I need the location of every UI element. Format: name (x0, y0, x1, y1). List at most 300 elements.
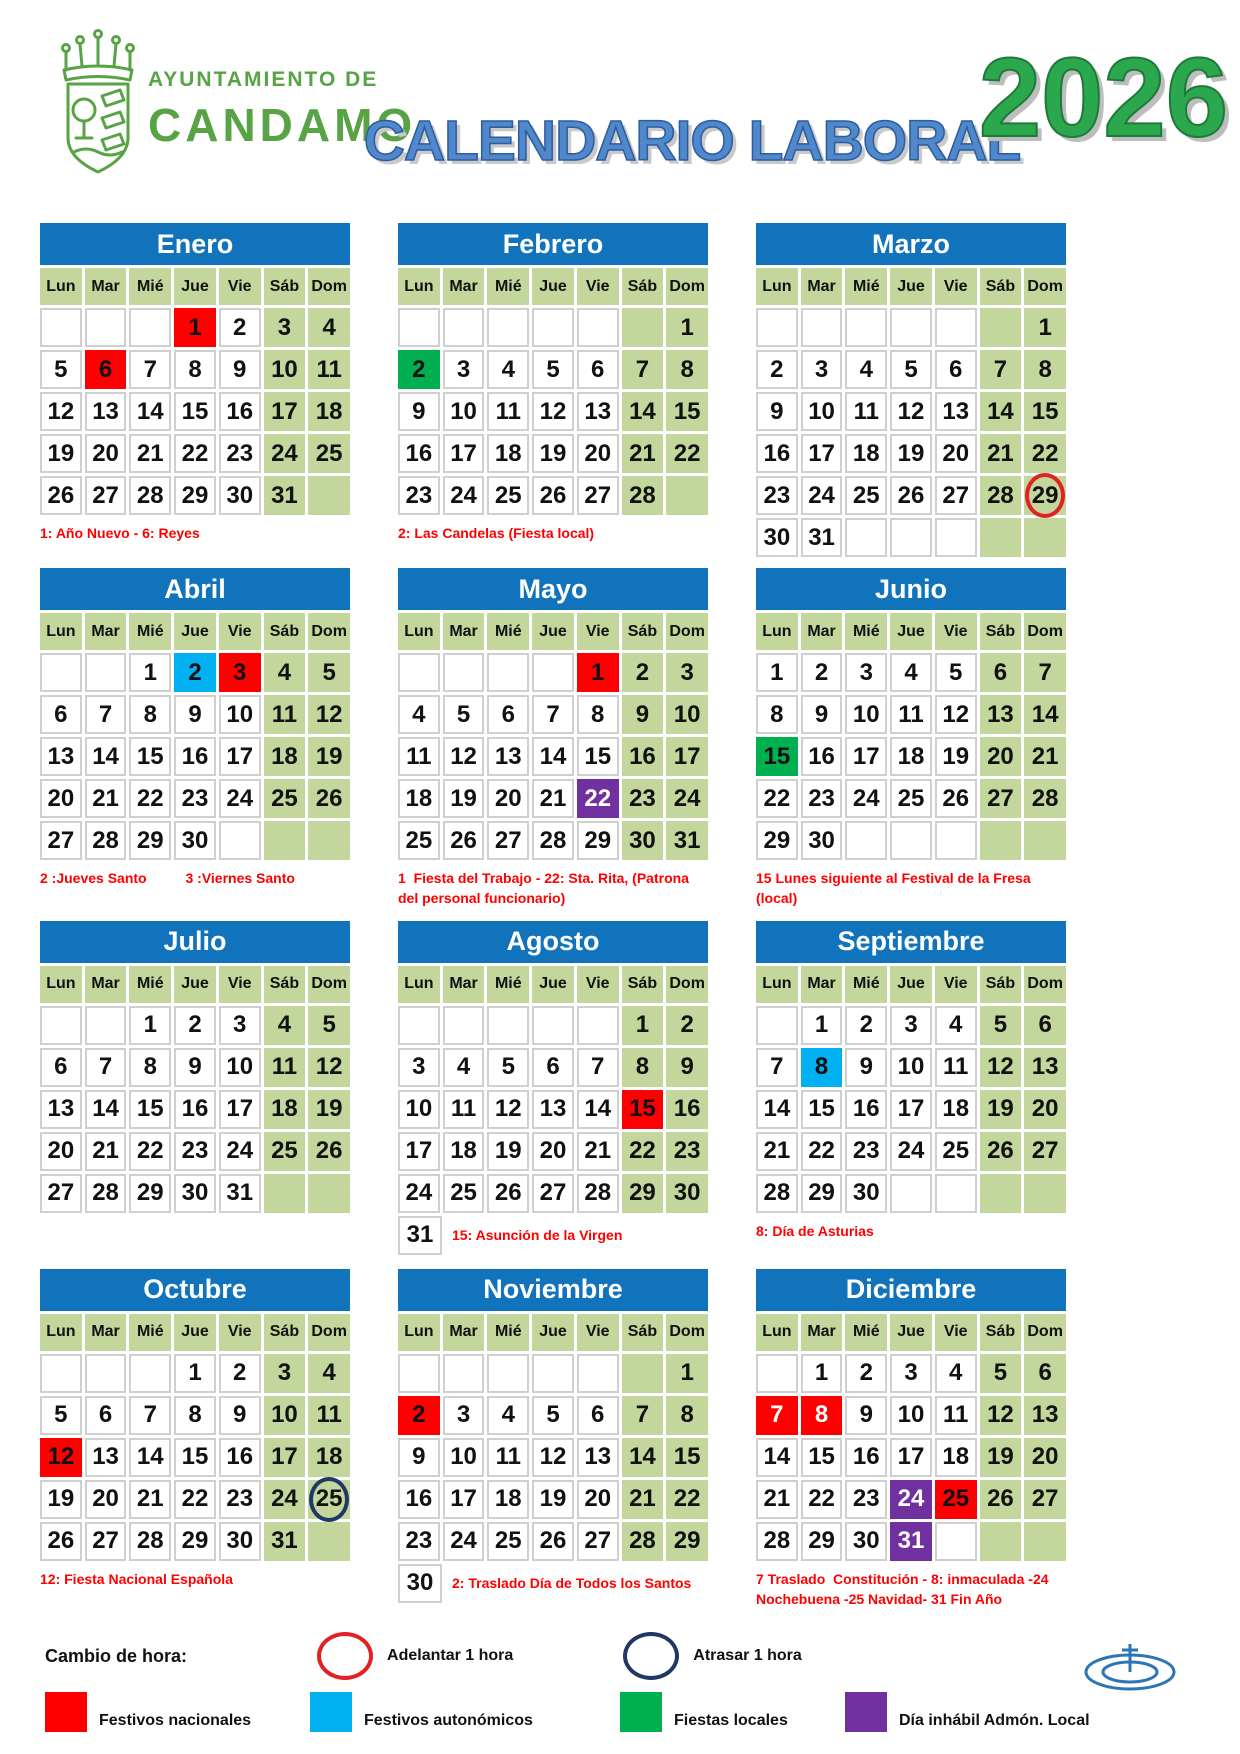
empty-cell (1024, 1174, 1066, 1213)
day-header-mié: Mié (129, 268, 171, 305)
day-header-mar: Mar (801, 613, 843, 650)
day-cell: 27 (577, 476, 619, 515)
day-cell: 8 (1024, 350, 1066, 389)
empty-cell (935, 1174, 977, 1213)
day-cell: 15 (666, 1438, 708, 1477)
day-cell: 17 (219, 737, 261, 776)
empty-cell (935, 1522, 977, 1561)
day-cell: 23 (398, 476, 440, 515)
day-cell: 4 (264, 1006, 306, 1045)
day-header-lun: Lun (756, 613, 798, 650)
day-cell: 17 (443, 434, 485, 473)
day-header-mié: Mié (845, 1314, 887, 1351)
day-cell: 29 (174, 1522, 216, 1561)
day-cell: 10 (443, 1438, 485, 1477)
day-cell: 24 (219, 1132, 261, 1171)
day-header-dom: Dom (308, 966, 350, 1003)
day-cell: 12 (980, 1048, 1022, 1087)
day-cell: 21 (756, 1480, 798, 1519)
day-cell: 1 (129, 1006, 171, 1045)
day-cell: 5 (980, 1354, 1022, 1393)
day-cell: 1 (1024, 308, 1066, 347)
day-header-dom: Dom (1024, 268, 1066, 305)
empty-cell (308, 821, 350, 860)
empty-cell (308, 1174, 350, 1213)
day-cell: 7 (129, 1396, 171, 1435)
empty-cell (890, 518, 932, 557)
month-footnote: 1 Fiesta del Trabajo - 22: Sta. Rita, (Patrona del personal funcionario) (398, 870, 693, 907)
day-header-sáb: Sáb (264, 1314, 306, 1351)
day-cell: 5 (40, 350, 82, 389)
day-cell: 4 (845, 350, 887, 389)
legend-item-festivos-nacionales (45, 1692, 310, 1732)
candamo-crest-logo (52, 26, 144, 176)
month-grid (756, 268, 1066, 557)
day-cell: 17 (398, 1132, 440, 1171)
day-cell: 14 (85, 737, 127, 776)
empty-cell (845, 308, 887, 347)
month-grid (756, 613, 1066, 860)
day-cell: 3 (801, 350, 843, 389)
day-cell: 17 (890, 1438, 932, 1477)
day-cell: 9 (845, 1048, 887, 1087)
day-cell: 22 (1024, 434, 1066, 473)
day-cell: 28 (1024, 779, 1066, 818)
day-cell: 31 (801, 518, 843, 557)
legend (45, 1692, 1200, 1732)
holiday-cell: 22 (577, 779, 619, 818)
day-cell: 29 (129, 1174, 171, 1213)
empty-cell (40, 1006, 82, 1045)
day-cell: 10 (219, 1048, 261, 1087)
day-cell: 18 (308, 392, 350, 431)
day-cell: 8 (174, 350, 216, 389)
empty-cell (801, 308, 843, 347)
empty-cell (443, 653, 485, 692)
day-cell: 18 (443, 1132, 485, 1171)
empty-cell (980, 1522, 1022, 1561)
month-diciembre (756, 1269, 1066, 1610)
day-cell: 15 (577, 737, 619, 776)
day-cell: 10 (801, 392, 843, 431)
legend-item-festivos-autonomicos (310, 1692, 620, 1732)
empty-cell (1024, 1522, 1066, 1561)
day-cell: 26 (308, 779, 350, 818)
day-cell: 14 (129, 1438, 171, 1477)
day-header-mar: Mar (85, 966, 127, 1003)
day-cell: 21 (577, 1132, 619, 1171)
month-footnote: 12: Fiesta Nacional Española (40, 1570, 233, 1587)
candamo-brandmark-icon (1082, 1640, 1178, 1696)
empty-cell (219, 821, 261, 860)
day-header-vie: Vie (577, 1314, 619, 1351)
day-header-dom: Dom (308, 268, 350, 305)
month-title: Octubre (40, 1269, 350, 1311)
day-cell: 3 (264, 1354, 306, 1393)
day-cell: 8 (666, 350, 708, 389)
day-cell: 26 (935, 779, 977, 818)
month-footnote: 2 :Jueves Santo 3 :Viernes Santo (40, 870, 295, 886)
day-cell: 4 (308, 308, 350, 347)
day-header-mar: Mar (443, 1314, 485, 1351)
day-cell: 3 (443, 1396, 485, 1435)
day-cell: 27 (487, 821, 529, 860)
empty-cell (40, 1354, 82, 1393)
month-title: Septiembre (756, 921, 1066, 963)
day-cell: 6 (40, 1048, 82, 1087)
day-cell: 7 (577, 1048, 619, 1087)
day-cell: 11 (935, 1396, 977, 1435)
day-cell: 31 (264, 476, 306, 515)
time-change-label: Cambio de hora: (45, 1645, 188, 1666)
day-cell: 10 (219, 695, 261, 734)
legend-swatch-festivos-nacionales (45, 1692, 87, 1732)
day-cell: 11 (264, 1048, 306, 1087)
day-cell: 19 (532, 1480, 574, 1519)
day-cell: 13 (40, 737, 82, 776)
day-cell: 24 (845, 779, 887, 818)
time-change-row (45, 1632, 802, 1680)
day-cell: 2 (622, 653, 664, 692)
day-cell: 13 (487, 737, 529, 776)
day-cell: 15 (129, 737, 171, 776)
day-cell: 30 (174, 1174, 216, 1213)
day-cell: 20 (40, 1132, 82, 1171)
month-grid (756, 966, 1066, 1213)
day-cell: 9 (174, 695, 216, 734)
day-cell: 1 (666, 1354, 708, 1393)
month-septiembre (756, 921, 1066, 1241)
day-cell: 25 (398, 821, 440, 860)
day-cell: 3 (219, 1006, 261, 1045)
holiday-cell: 2 (398, 1396, 440, 1435)
day-cell: 28 (622, 1522, 664, 1561)
day-header-vie: Vie (935, 268, 977, 305)
day-cell: 19 (487, 1132, 529, 1171)
month-title: Julio (40, 921, 350, 963)
months-row-4 (40, 1269, 1240, 1610)
month-grid (398, 1314, 708, 1561)
day-cell: 16 (398, 434, 440, 473)
day-cell: 29 (577, 821, 619, 860)
empty-cell (85, 1006, 127, 1045)
day-header-mié: Mié (487, 268, 529, 305)
day-cell: 16 (219, 392, 261, 431)
day-cell: 23 (845, 1132, 887, 1171)
empty-cell (980, 821, 1022, 860)
holiday-cell: 1 (577, 653, 619, 692)
day-cell: 16 (756, 434, 798, 473)
day-cell: 20 (532, 1132, 574, 1171)
day-cell: 12 (487, 1090, 529, 1129)
day-cell: 17 (443, 1480, 485, 1519)
day-header-vie: Vie (935, 613, 977, 650)
day-header-dom: Dom (1024, 1314, 1066, 1351)
overflow-day-row (398, 1564, 708, 1603)
day-cell: 15 (174, 392, 216, 431)
month-footnote: 2: Las Candelas (Fiesta local) (398, 525, 595, 541)
day-cell: 5 (308, 653, 350, 692)
empty-cell (264, 821, 306, 860)
day-cell: 12 (532, 392, 574, 431)
month-grid (398, 268, 708, 515)
empty-cell (577, 1354, 619, 1393)
day-cell: 16 (398, 1480, 440, 1519)
month-footnote: 2: Traslado Día de Todos los Santos (452, 1575, 692, 1592)
day-cell: 18 (845, 434, 887, 473)
months-row-1 (40, 223, 1240, 557)
month-grid (40, 1314, 350, 1561)
day-header-jue: Jue (174, 268, 216, 305)
day-header-mar: Mar (85, 268, 127, 305)
day-cell: 22 (801, 1132, 843, 1171)
day-header-dom: Dom (666, 613, 708, 650)
day-cell: 16 (174, 737, 216, 776)
day-cell: 28 (85, 1174, 127, 1213)
day-cell: 7 (622, 1396, 664, 1435)
month-grid (40, 613, 350, 860)
day-cell: 18 (935, 1090, 977, 1129)
day-cell: 11 (398, 737, 440, 776)
day-header-vie: Vie (935, 1314, 977, 1351)
day-header-lun: Lun (398, 1314, 440, 1351)
legend-label: Festivos autonómicos (364, 1712, 533, 1729)
day-cell: 6 (980, 653, 1022, 692)
day-cell: 9 (756, 392, 798, 431)
day-cell: 12 (308, 1048, 350, 1087)
day-cell: 14 (1024, 695, 1066, 734)
day-cell: 28 (622, 476, 664, 515)
day-cell: 17 (666, 737, 708, 776)
day-header-mar: Mar (801, 268, 843, 305)
day-cell: 8 (129, 1048, 171, 1087)
day-cell: 22 (129, 779, 171, 818)
day-cell: 1 (756, 653, 798, 692)
month-grid (398, 613, 708, 860)
day-cell: 2 (666, 1006, 708, 1045)
day-header-mié: Mié (487, 1314, 529, 1351)
month-grid (756, 1314, 1066, 1561)
day-cell: 21 (622, 1480, 664, 1519)
org-line-2: CANDAMO (148, 99, 417, 151)
empty-cell (129, 1354, 171, 1393)
day-cell: 21 (1024, 737, 1066, 776)
day-cell: 8 (577, 695, 619, 734)
day-cell: 12 (308, 695, 350, 734)
empty-cell (532, 1354, 574, 1393)
day-cell: 29 (174, 476, 216, 515)
holiday-cell: 1 (174, 308, 216, 347)
day-header-lun: Lun (398, 966, 440, 1003)
day-cell: 25 (308, 434, 350, 473)
holiday-cell: 8 (801, 1396, 843, 1435)
day-cell: 12 (935, 695, 977, 734)
day-cell: 28 (129, 1522, 171, 1561)
empty-cell (935, 518, 977, 557)
day-cell: 3 (666, 653, 708, 692)
day-cell: 20 (40, 779, 82, 818)
day-cell: 13 (980, 695, 1022, 734)
day-cell: 29 (1024, 476, 1066, 515)
empty-cell (398, 1006, 440, 1045)
day-header-mié: Mié (487, 966, 529, 1003)
day-cell: 22 (666, 1480, 708, 1519)
day-cell: 21 (85, 779, 127, 818)
month-title: Junio (756, 568, 1066, 610)
day-header-sáb: Sáb (980, 1314, 1022, 1351)
day-cell: 20 (577, 1480, 619, 1519)
day-cell: 5 (935, 653, 977, 692)
day-header-dom: Dom (1024, 613, 1066, 650)
day-cell: 3 (398, 1048, 440, 1087)
empty-cell (443, 1354, 485, 1393)
holiday-cell: 15 (622, 1090, 664, 1129)
day-cell: 13 (1024, 1396, 1066, 1435)
day-cell: 4 (487, 350, 529, 389)
day-cell: 5 (980, 1006, 1022, 1045)
day-cell: 24 (264, 434, 306, 473)
day-cell: 13 (577, 1438, 619, 1477)
day-cell: 26 (890, 476, 932, 515)
day-cell: 15 (174, 1438, 216, 1477)
day-cell: 28 (532, 821, 574, 860)
day-header-lun: Lun (756, 268, 798, 305)
day-cell: 7 (980, 350, 1022, 389)
day-cell: 18 (935, 1438, 977, 1477)
day-cell: 13 (85, 392, 127, 431)
empty-cell (487, 308, 529, 347)
day-cell: 25 (487, 1522, 529, 1561)
day-cell: 14 (129, 392, 171, 431)
day-cell: 3 (264, 308, 306, 347)
day-cell: 1 (801, 1006, 843, 1045)
day-cell: 19 (308, 1090, 350, 1129)
day-cell: 18 (487, 1480, 529, 1519)
month-grid (398, 966, 708, 1213)
day-cell: 24 (890, 1132, 932, 1171)
forward-label: Adelantar 1 hora (387, 1647, 514, 1664)
day-cell: 30 (398, 1564, 442, 1603)
day-cell: 18 (890, 737, 932, 776)
day-cell: 25 (264, 779, 306, 818)
day-header-sáb: Sáb (622, 268, 664, 305)
day-cell: 26 (308, 1132, 350, 1171)
day-cell: 30 (756, 518, 798, 557)
day-cell: 6 (487, 695, 529, 734)
day-cell: 26 (532, 476, 574, 515)
poster-title: CALENDARIO LABORAL (363, 109, 1021, 173)
day-header-jue: Jue (532, 613, 574, 650)
month-title: Agosto (398, 921, 708, 963)
day-cell: 23 (756, 476, 798, 515)
empty-cell (890, 821, 932, 860)
day-cell: 1 (129, 653, 171, 692)
day-cell: 11 (487, 392, 529, 431)
month-octubre (40, 1269, 350, 1589)
holiday-cell: 25 (935, 1480, 977, 1519)
day-cell: 3 (443, 350, 485, 389)
day-header-sáb: Sáb (622, 613, 664, 650)
day-cell: 17 (845, 737, 887, 776)
legend-item-fiestas-locales (620, 1692, 845, 1732)
month-footnote: 15: Asunción de la Virgen (452, 1227, 623, 1244)
day-cell: 12 (890, 392, 932, 431)
month-mayo (398, 568, 708, 909)
month-footnote: 1: Año Nuevo - 6: Reyes (40, 525, 200, 541)
day-cell: 9 (622, 695, 664, 734)
day-header-sáb: Sáb (264, 966, 306, 1003)
day-cell: 3 (890, 1006, 932, 1045)
day-cell: 10 (845, 695, 887, 734)
empty-cell (532, 1006, 574, 1045)
day-cell: 15 (1024, 392, 1066, 431)
day-cell: 10 (443, 392, 485, 431)
day-cell: 25 (935, 1132, 977, 1171)
day-cell: 20 (487, 779, 529, 818)
holiday-cell: 31 (890, 1522, 932, 1561)
empty-cell (532, 653, 574, 692)
day-cell: 2 (801, 653, 843, 692)
day-cell: 17 (219, 1090, 261, 1129)
day-cell: 18 (487, 434, 529, 473)
day-cell: 7 (129, 350, 171, 389)
day-cell: 20 (85, 434, 127, 473)
day-header-jue: Jue (174, 613, 216, 650)
month-title: Enero (40, 223, 350, 265)
day-header-jue: Jue (174, 966, 216, 1003)
day-header-mié: Mié (129, 613, 171, 650)
day-cell: 4 (443, 1048, 485, 1087)
day-cell: 4 (308, 1354, 350, 1393)
day-cell: 6 (577, 350, 619, 389)
month-abril (40, 568, 350, 888)
day-header-mié: Mié (845, 966, 887, 1003)
day-cell: 28 (756, 1174, 798, 1213)
day-cell: 10 (666, 695, 708, 734)
month-julio (40, 921, 350, 1213)
empty-cell (487, 1354, 529, 1393)
day-header-sáb: Sáb (622, 1314, 664, 1351)
empty-cell (935, 821, 977, 860)
day-cell: 31 (264, 1522, 306, 1561)
day-header-lun: Lun (40, 613, 82, 650)
empty-cell (40, 653, 82, 692)
day-cell: 2 (219, 308, 261, 347)
day-cell: 8 (666, 1396, 708, 1435)
day-cell: 30 (219, 1522, 261, 1561)
time-change-circle-icon (309, 1477, 349, 1522)
legend-label: Día inhábil Admón. Local (899, 1712, 1090, 1729)
day-cell: 17 (264, 392, 306, 431)
day-cell: 5 (487, 1048, 529, 1087)
holiday-cell: 6 (85, 350, 127, 389)
day-cell: 26 (40, 1522, 82, 1561)
empty-cell (40, 308, 82, 347)
day-cell: 29 (666, 1522, 708, 1561)
day-cell: 6 (85, 1396, 127, 1435)
day-cell: 21 (129, 1480, 171, 1519)
back-label: Atrasar 1 hora (693, 1647, 802, 1664)
day-cell: 11 (264, 695, 306, 734)
day-header-lun: Lun (756, 966, 798, 1003)
day-cell: 5 (40, 1396, 82, 1435)
day-header-vie: Vie (935, 966, 977, 1003)
day-cell: 18 (264, 1090, 306, 1129)
legend-label: Festivos nacionales (99, 1712, 252, 1729)
day-header-mié: Mié (129, 1314, 171, 1351)
day-cell: 12 (532, 1438, 574, 1477)
day-cell: 26 (40, 476, 82, 515)
